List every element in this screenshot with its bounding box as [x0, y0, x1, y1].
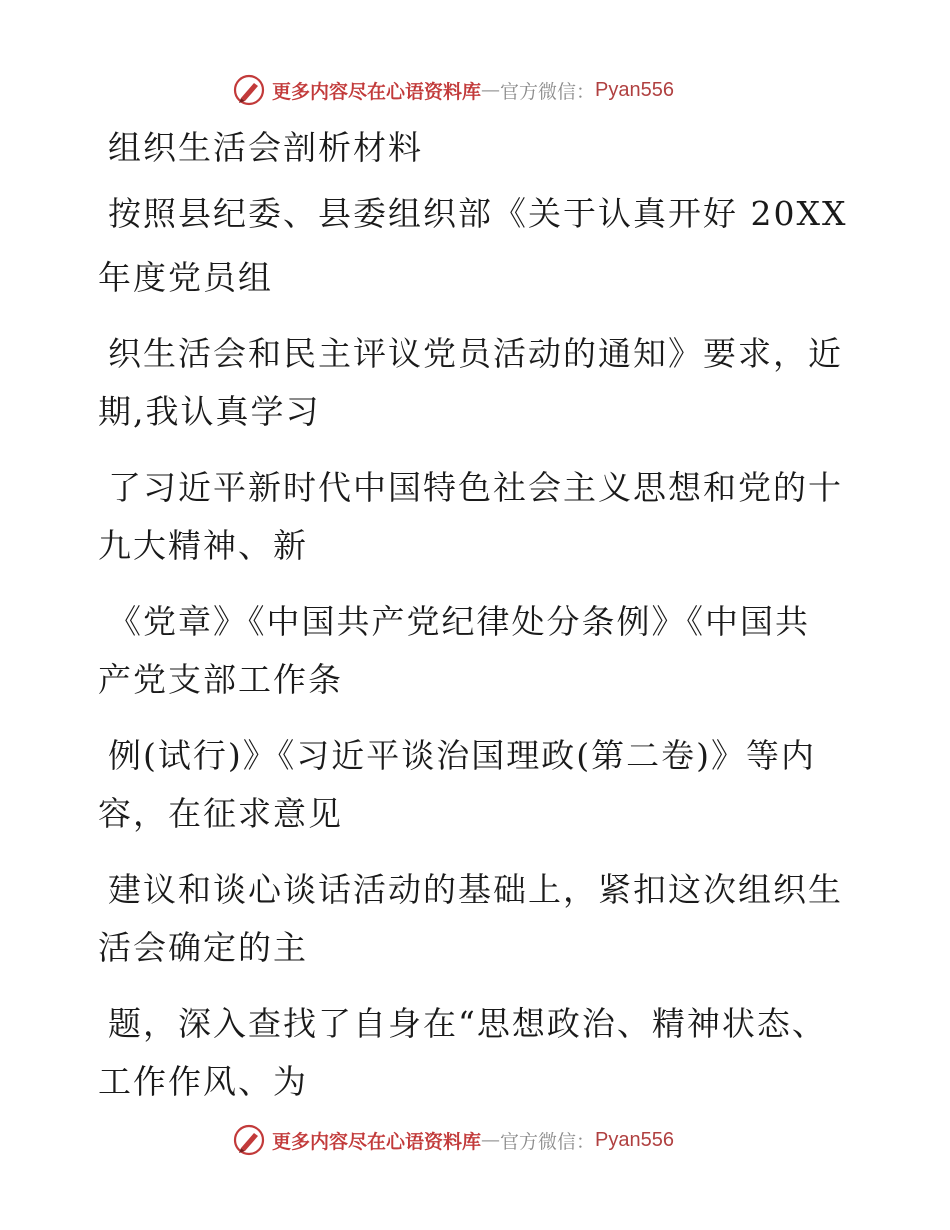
text-line: 题，深入查找了自身在“思想政治、精神状态、	[108, 1004, 827, 1043]
pen-logo-icon	[232, 73, 266, 107]
text-line: 九大精神、新	[98, 526, 308, 565]
text-line: 容，在征求意见	[98, 794, 343, 833]
watermark-main-text: 更多内容尽在心语资料库	[272, 80, 482, 103]
watermark-wechat-id: Pyan556	[595, 1128, 674, 1151]
watermark-wechat-label: 官方微信：	[500, 1130, 596, 1153]
watermark-separator: —	[481, 1129, 501, 1151]
text-line: 织生活会和民主评议党员活动的通知》要求，近	[108, 334, 843, 373]
pen-logo-icon	[232, 1123, 266, 1157]
watermark-main-text: 更多内容尽在心语资料库	[272, 1130, 482, 1153]
text-line: 按照县纪委、县委组织部《关于认真开好 20XX	[108, 194, 848, 233]
document-title: 组织生活会剖析材料	[108, 128, 423, 167]
watermark-wechat-label: 官方微信：	[500, 80, 596, 103]
text-line: 《党章》《中国共产党纪律处分条例》《中国共	[108, 602, 810, 641]
text-line: 年度党员组	[98, 258, 273, 297]
text-line: 工作作风、为	[98, 1062, 308, 1101]
text-line: 活会确定的主	[98, 928, 308, 967]
watermark-footer	[232, 1120, 674, 1160]
text-line: 期,我认真学习	[98, 392, 321, 431]
text-line: 例(试行)》《习近平谈治国理政(第二卷)》等内	[108, 736, 816, 775]
text-line: 了习近平新时代中国特色社会主义思想和党的十	[108, 468, 843, 507]
text-line: 产党支部工作条	[98, 660, 343, 699]
watermark-header	[232, 70, 674, 110]
watermark-wechat-id: Pyan556	[595, 78, 674, 101]
text-line: 建议和谈心谈话活动的基础上，紧扣这次组织生	[108, 870, 843, 909]
watermark-separator: —	[481, 79, 501, 101]
